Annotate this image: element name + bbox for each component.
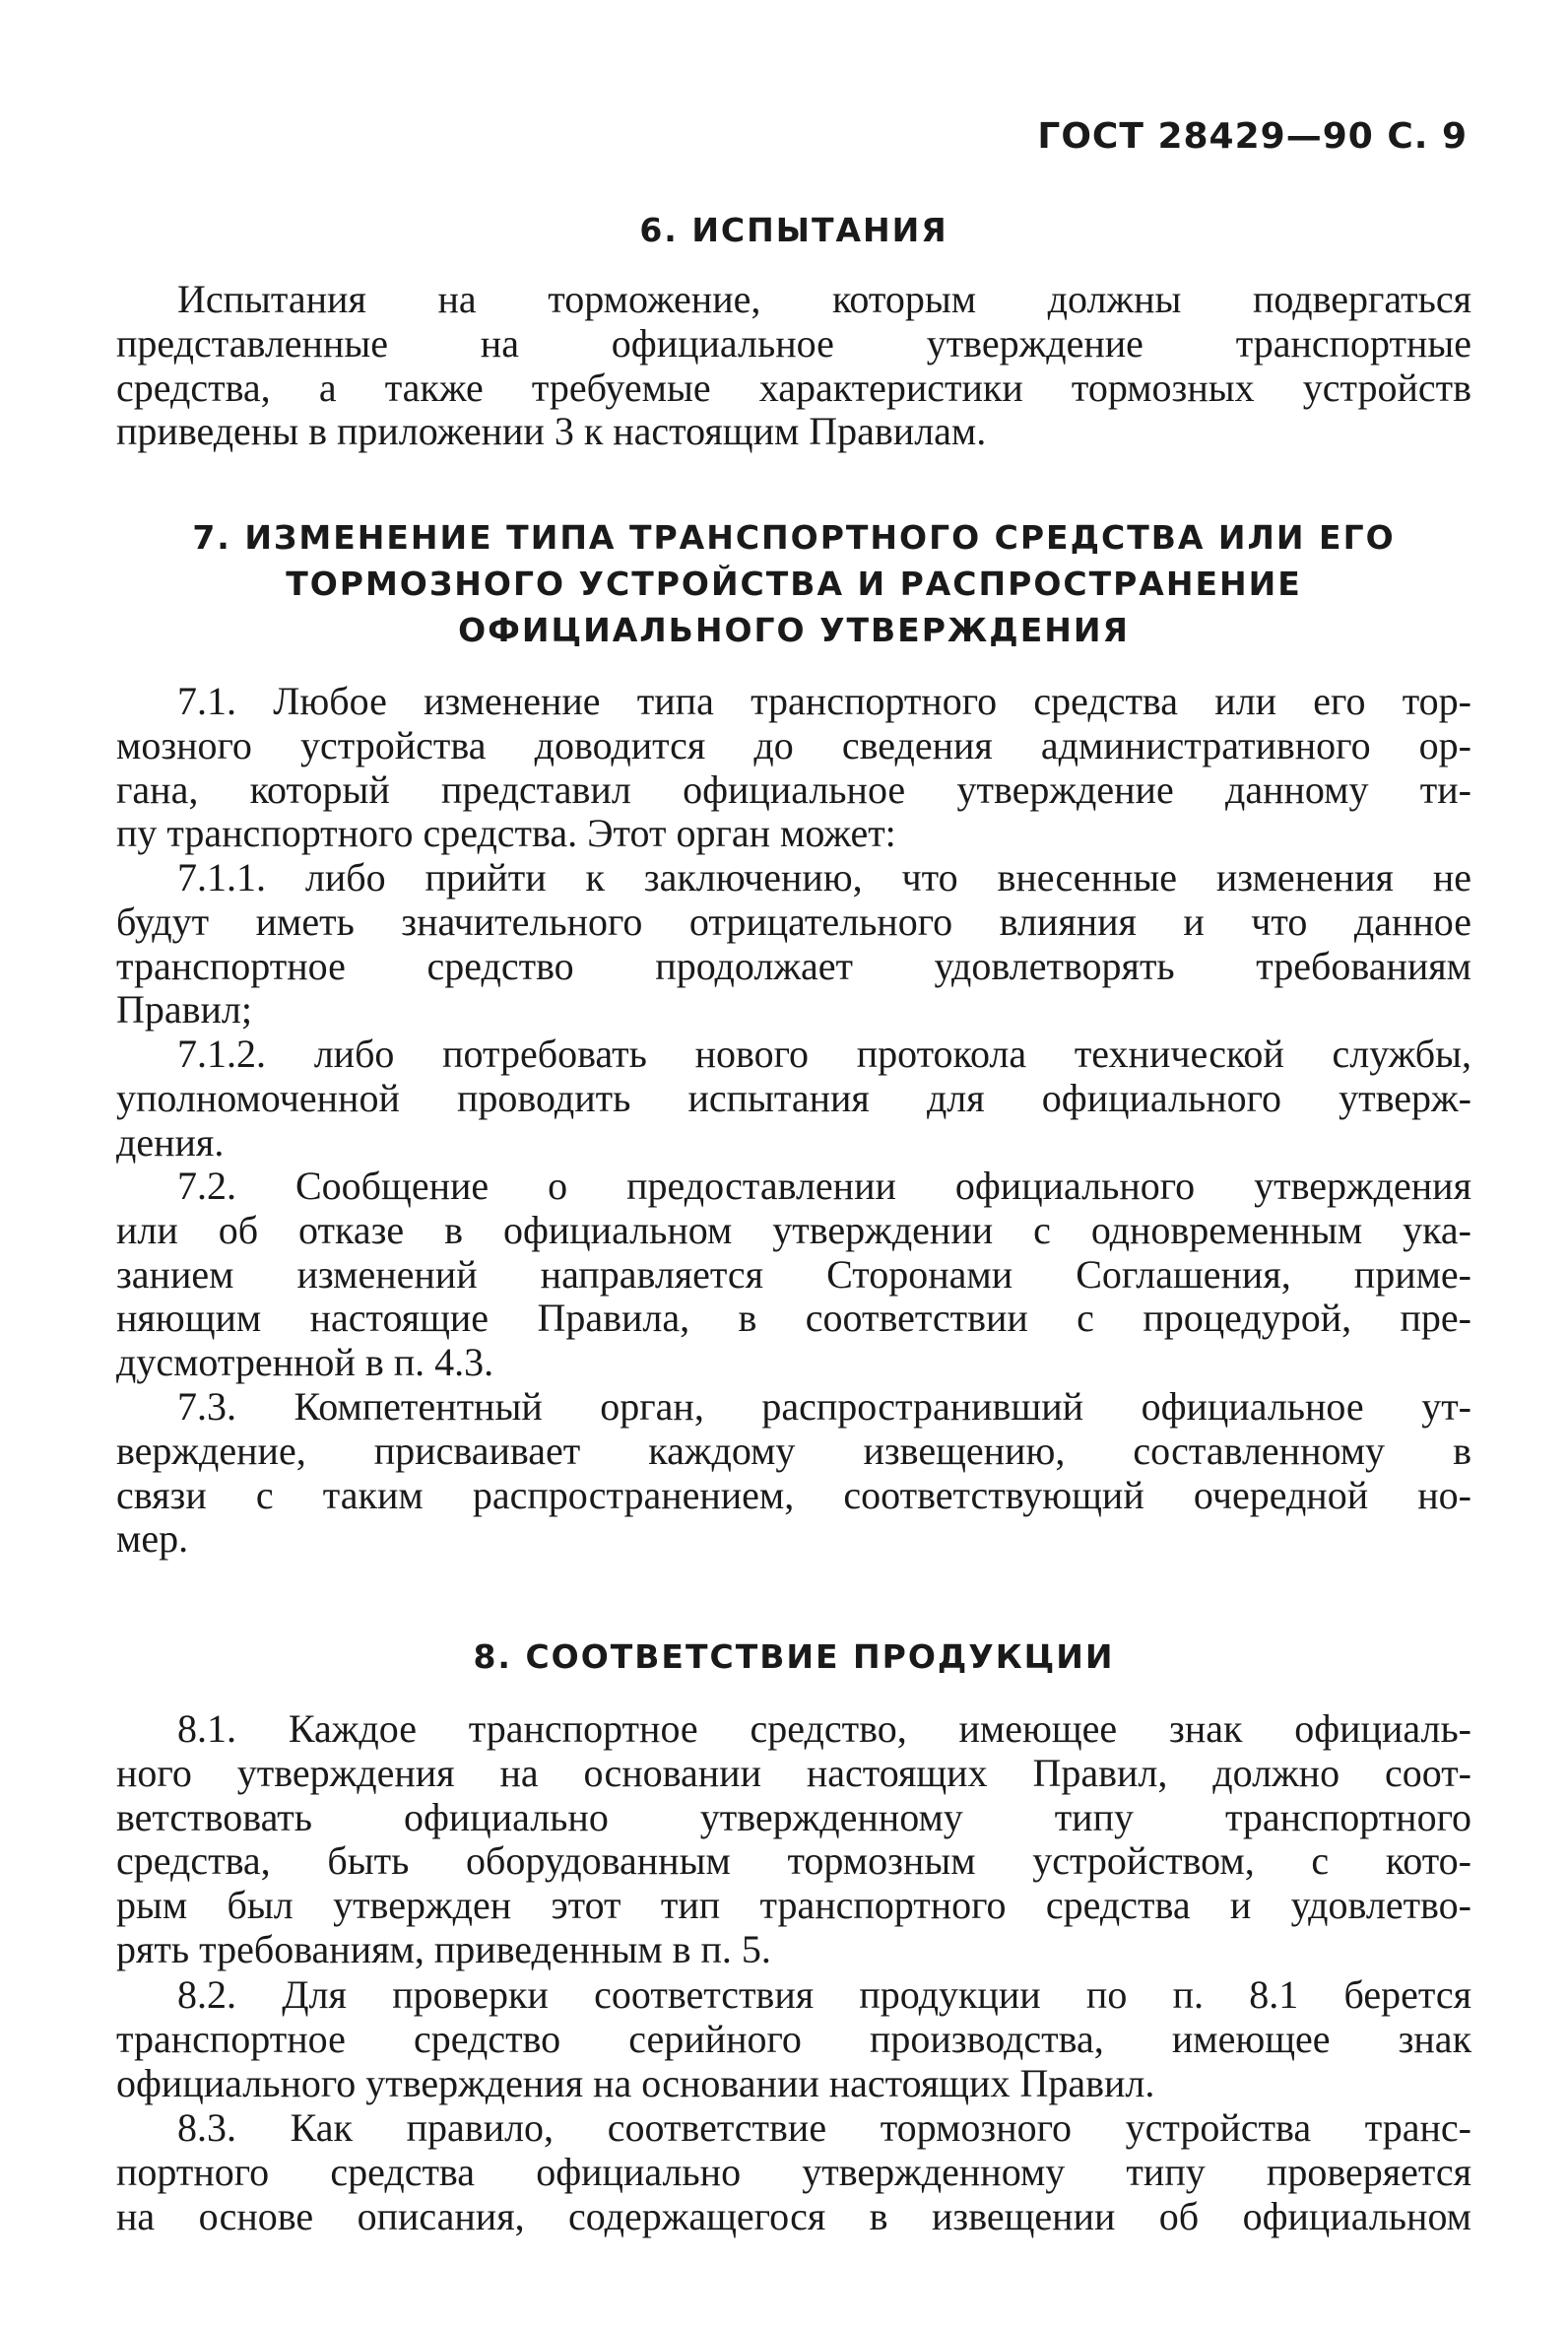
section-8-title: 8. СООТВЕТСТВИЕ ПРОДУКЦИИ <box>473 1637 1115 1676</box>
text-line: связи с таким распространением, соответствующий очередной но- <box>116 1472 1471 1517</box>
text-line: ветствовать официально утвержденному типу транспортного <box>116 1794 1471 1839</box>
text-line: рять требованиям, приведенным в п. 5. <box>116 1926 771 1971</box>
text-line: 8.3. Как правило, соответствие тормозного устройства транс- <box>177 2105 1471 2150</box>
paragraph-8-2 <box>116 1973 1471 2105</box>
section-7-heading <box>116 514 1471 653</box>
text-line: 7.2. Сообщение о предоставлении официального утверждения <box>177 1164 1471 1208</box>
text-line: приведены в приложении 3 к настоящим Правилам. <box>116 409 987 454</box>
paragraph-8-1 <box>116 1707 1471 1972</box>
text-line: или об отказе в официальном утверждении с одновременным ука- <box>116 1207 1471 1252</box>
text-line: средства, а также требуемые характеристики тормозных устройств <box>116 365 1471 410</box>
text-line: официального утверждения на основании настоящих Правил. <box>116 2060 1155 2105</box>
paragraph-7-1-1 <box>116 856 1471 1032</box>
section-6-title: 6. ИСПЫТАНИЯ <box>639 211 948 249</box>
text-line: гана, который представил официальное утверждение данному ти- <box>116 766 1471 812</box>
text-line: верждение, присваивает каждому извещению, составленному в <box>116 1428 1471 1473</box>
running-head: ГОСТ 28429—90 С. 9 <box>1037 116 1468 157</box>
text-line: дусмотренной в п. 4.3. <box>116 1340 494 1385</box>
text-line: 7.1. Любое изменение типа транспортного средства или его тор- <box>177 679 1471 723</box>
section-7-title-line: 7. ИЗМЕНЕНИЕ ТИПА ТРАНСПОРТНОГО СРЕДСТВА ИЛИ ЕГО <box>192 518 1396 557</box>
section-6-paragraph <box>116 278 1471 454</box>
paragraph-7-3 <box>116 1385 1471 1562</box>
paragraph-7-1 <box>116 680 1471 856</box>
paragraph-7-1-2 <box>116 1032 1471 1165</box>
section-7-title-line: ОФИЦИАЛЬНОГО УТВЕРЖДЕНИЯ <box>458 611 1130 649</box>
section-7-title-line: ТОРМОЗНОГО УСТРОЙСТВА И РАСПРОСТРАНЕНИЕ <box>286 565 1302 603</box>
text-line: 7.1.2. либо потребовать нового протокола технической службы, <box>177 1032 1471 1076</box>
text-line: транспортное средство серийного производства, имеющее знак <box>116 2016 1471 2061</box>
paragraph-7-2 <box>116 1165 1471 1385</box>
text-line: няющим настоящие Правила, в соответствии с процедурой, пре- <box>116 1296 1471 1341</box>
text-line: 8.2. Для проверки соответствия продукции по п. 8.1 берется <box>177 1972 1471 2017</box>
text-line: рым был утвержден этот тип транспортного средства и удовлетво- <box>116 1883 1471 1928</box>
text-line: 7.1.1. либо прийти к заключению, что внесенные изменения не <box>177 855 1471 899</box>
text-line: транспортное средство продолжает удовлетворять требованиям <box>116 943 1471 988</box>
text-line: Испытания на торможение, которым должны подвергаться <box>177 277 1471 321</box>
paragraph-8-3 <box>116 2106 1471 2238</box>
text-line: будут иметь значительного отрицательного влияния и что данное <box>116 899 1471 944</box>
text-line: мер. <box>116 1516 189 1562</box>
text-line: занием изменений направляется Сторонами Соглашения, приме- <box>116 1251 1471 1297</box>
text-line: портного средства официально утвержденному типу проверяется <box>116 2149 1471 2194</box>
text-line: уполномоченной проводить испытания для официального утверж- <box>116 1075 1471 1120</box>
text-line: Правил; <box>116 987 253 1032</box>
text-line: 8.1. Каждое транспортное средство, имеющее знак официаль- <box>177 1706 1471 1751</box>
text-line: пу транспортного средства. Этот орган может: <box>116 811 896 856</box>
text-line: 7.3. Компетентный орган, распространивший официальное ут- <box>177 1384 1471 1429</box>
section-6-heading <box>116 207 1471 253</box>
text-line: на основе описания, содержащегося в извещении об официальном <box>116 2193 1471 2238</box>
text-line: мозного устройства доводится до сведения административного ор- <box>116 722 1471 767</box>
text-line: средства, быть оборудованным тормозным устройством, с кото- <box>116 1838 1471 1884</box>
section-8-heading <box>116 1633 1471 1680</box>
text-line: дения. <box>116 1119 225 1165</box>
text-line: представленные на официальное утверждение транспортные <box>116 320 1471 366</box>
text-line: ного утверждения на основании настоящих Правил, должно соот- <box>116 1750 1471 1795</box>
